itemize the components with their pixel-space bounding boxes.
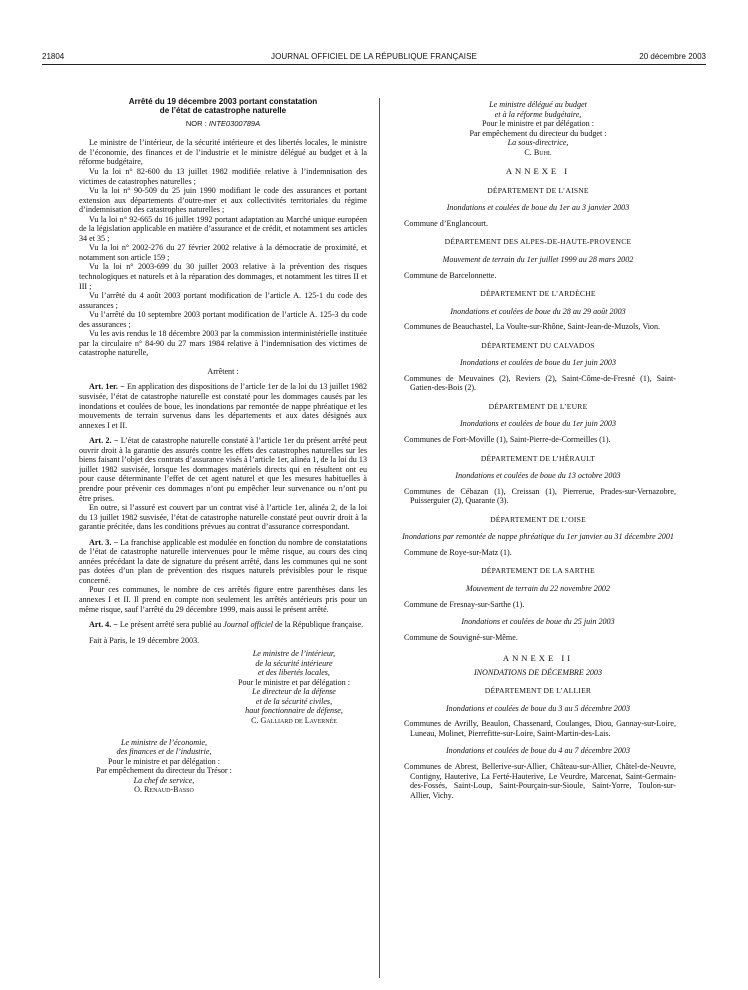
communes-list: Commune d’Englancourt. bbox=[404, 218, 489, 228]
department-heading: DÉPARTEMENT DE L’ALLIER bbox=[484, 686, 592, 696]
article-1-label: Art. 1er. − bbox=[89, 382, 125, 392]
annexe-1-heading: ANNEXE I bbox=[505, 166, 571, 177]
communes-list: Communes de Meuvaines (2), Reviers (2), Saint-Côme-de-Fresné (1), Saint-Gatien-des-Bois (2). bbox=[404, 373, 676, 393]
department-heading: DÉPARTEMENT DE L’HÉRAULT bbox=[480, 453, 596, 463]
page-number: 21804 bbox=[42, 52, 65, 61]
article-1-text: En application des dispositions de l’article 1er de la loi du 13 juillet 1982 susvisée, l’état de catastrophe naturelle est constaté pour les dommages causés par les inondations et coulées de boue, les inondations par remontée de nappe phréatique et les mouvements de terrain survenus dans les départements et aux dates désignés aux annexes I et II. bbox=[79, 382, 367, 430]
event-description: Inondations et coulées de boue du 1er au 3 janvier 2003 bbox=[446, 203, 630, 213]
department-heading: DÉPARTEMENT DE L’AISNE bbox=[487, 185, 589, 195]
signature-budget-minister bbox=[400, 100, 676, 157]
signature-line: Par empêchement du directeur du Trésor : bbox=[96, 766, 232, 776]
nor-value: INTE0300789A bbox=[208, 118, 261, 128]
signature-line: haut fonctionnaire de défense, bbox=[245, 706, 343, 716]
signature-line: Pour le ministre et par délégation : bbox=[108, 756, 220, 766]
header-rule bbox=[42, 64, 706, 65]
visa-item: Vu les avis rendus le 18 décembre 2003 par la commission interministérielle instituée par la circulaire n° 84-90 du 27 mars 1984 relative à l’indemnisation des victimes de catastrophe naturelle, bbox=[79, 329, 367, 358]
nor-label: NOR : bbox=[185, 118, 209, 128]
event-description: Inondations et coulées de boue du 13 octobre 2003 bbox=[455, 471, 621, 481]
signature-line: Pour le ministre et par délégation : bbox=[482, 119, 594, 129]
article-3 bbox=[79, 538, 367, 586]
visa-item: Vu l’arrêté du 4 août 2003 portant modification de l’article A. 125-1 du code des assurances ; bbox=[79, 291, 367, 310]
annexe-2-subtitle: INONDATIONS DE DÉCEMBRE 2003 bbox=[473, 667, 603, 677]
signature-line: et de la sécurité civiles, bbox=[255, 696, 333, 706]
signature-line: Le ministre de l’économie, bbox=[120, 737, 207, 747]
department-heading: DÉPARTEMENT DES ALPES-DE-HAUTE-PROVENCE bbox=[444, 237, 632, 247]
page-header bbox=[42, 52, 706, 64]
article-4-text: Le présent arrêté sera publié au bbox=[117, 620, 224, 630]
signature-line: des finances et de l’industrie, bbox=[116, 747, 212, 757]
journal-officiel-ref: Journal officiel bbox=[223, 620, 273, 630]
signature-interior-minister bbox=[219, 649, 369, 725]
signature-line: de la sécurité intérieure bbox=[255, 658, 333, 668]
department-heading: DÉPARTEMENT DE L’EURE bbox=[488, 401, 588, 411]
article-2-label: Art. 2. − bbox=[89, 436, 119, 446]
annexe-1-list bbox=[400, 186, 676, 642]
left-column bbox=[79, 97, 367, 795]
decree-title bbox=[79, 97, 367, 116]
decree-title-line: de l’état de catastrophe naturelle bbox=[159, 106, 287, 116]
department-heading: DÉPARTEMENT DE LA SARTHE bbox=[481, 566, 595, 576]
communes-list: Commune de Roye-sur-Matz (1). bbox=[404, 547, 512, 557]
event-description: Inondations et coulées de boue du 1er juin 2003 bbox=[459, 419, 616, 429]
article-4-text-end: de la République française. bbox=[272, 620, 364, 630]
event-description: Inondations par remontée de nappe phréatique du 1er janvier au 31 décembre 2001 bbox=[402, 532, 674, 542]
signature-economy-minister bbox=[79, 738, 249, 795]
article-3-paragraph-2: Pour ces communes, le nombre de ces arrêtés figure entre parenthèses dans les annexes I et II. Il prend en compte non seulement les arrêtés antérieurs pris pour un même risque, sauf l’arrêté du 29 décembre 1999, mais aussi le présent arrêté. bbox=[79, 585, 367, 614]
annexe-2-heading: ANNEXE II bbox=[502, 653, 574, 664]
communes-list: Commune de Souvigné-sur-Même. bbox=[404, 632, 518, 642]
annexe-2-list bbox=[400, 686, 676, 800]
event-description: Inondations et coulées de boue du 4 au 7 décembre 2003 bbox=[445, 746, 630, 756]
signature-line: Par empêchement du directeur du budget : bbox=[469, 128, 607, 138]
event-description: Inondations et coulées de boue du 28 au 29 août 2003 bbox=[450, 306, 626, 316]
article-2 bbox=[79, 436, 367, 503]
visa-item: Vu la loi n° 90-509 du 25 juin 1990 modifiant le code des assurances et portant extension aux départements d’outre-mer et aux collectivités territoriales du régime d’indemnisation des catastrophes naturelles ; bbox=[79, 186, 367, 215]
journal-title: JOURNAL OFFICIEL DE LA RÉPUBLIQUE FRANÇAISE bbox=[271, 52, 477, 61]
column-divider bbox=[379, 98, 380, 978]
decree-intro: Le ministre de l’intérieur, de la sécurité intérieure et des libertés locales, le ministre de l’économie, des finances et de l’industrie et le ministre délégué au budget et à la réforme budgétaire, bbox=[79, 138, 367, 167]
communes-list: Communes de Abrest, Bellerive-sur-Allier, Château-sur-Allier, Châtel-de-Neuvre, Contigny, Hauterive, La Ferté-Hauterive, Le Veurdre, Marcenat, Saint-Germain-des-Fossés, Saint-Loup, Saint-Pourçain-sur-Sioule, Saint-Yorre, Toulon-sur-Allier, Vichy. bbox=[404, 761, 676, 800]
article-2-text: L’état de catastrophe naturelle constaté à l’article 1er du présent arrêté peut ouvrir droit à la garantie des assurés contre les effets des catastrophes naturelles sur les biens faisant l’objet des contrats d’assurance visés à l’article 1er, alinéa 1, de la loi du 13 juillet 1982 susvisée, lorsque les dommages matériels directs qui en résultent ont eu pour cause déterminante l’effet de cet agent naturel et que les mesures habituelles à prendre pour prévenir ces dommages n’ont pu empêcher leur survenance ou n’ont pu être prises. bbox=[79, 436, 367, 503]
event-description: Mouvement de terrain du 1er juillet 1999 au 28 mars 2002 bbox=[442, 255, 634, 265]
signature-line: La chef de service, bbox=[133, 775, 195, 785]
event-description: Mouvement de terrain du 22 novembre 2002 bbox=[465, 583, 610, 593]
right-column bbox=[400, 100, 676, 800]
department-heading: DÉPARTEMENT DE L’OISE bbox=[490, 514, 586, 524]
event-description: Inondations et coulées de boue du 3 au 5 décembre 2003 bbox=[445, 703, 630, 713]
issue-date: 20 décembre 2003 bbox=[639, 52, 706, 61]
signature-line: C. Galliard de Lavernée bbox=[251, 715, 337, 725]
signature-line: Pour le ministre et par délégation : bbox=[238, 677, 350, 687]
signature-line: C. Buhl bbox=[524, 147, 552, 157]
signature-line: et à la réforme budgétaire, bbox=[494, 109, 582, 119]
signature-line: et des libertés locales, bbox=[258, 668, 330, 678]
communes-list: Communes de Beauchastel, La Voulte-sur-Rhône, Saint-Jean-de-Muzols, Vion. bbox=[404, 322, 661, 332]
communes-list: Communes de Cébazan (1), Creissan (1), Pierrerue, Prades-sur-Vernazobre, Puisserguier (2), Quarante (3). bbox=[404, 486, 676, 506]
signature-line: O. Renaud-Basso bbox=[134, 785, 194, 795]
nor-reference bbox=[79, 119, 367, 129]
event-description: Inondations et coulées de boue du 25 juin 2003 bbox=[461, 617, 615, 627]
article-2-paragraph-2: En outre, si l’assuré est couvert par un contrat visé à l’article 1er, alinéa 2, de la loi du 13 juillet 1982 susvisée, l’état de catastrophe naturelle constaté peut ouvrir droit à la garantie précitée, dans les conditions prévues au contrat d’assurance correspondant. bbox=[79, 503, 367, 532]
article-3-text: La franchise applicable est modulée en fonction du nombre de constatations de l’état de catastrophe naturelle intervenues pour le même risque, au cours des cinq années précédant la date de signature du présent arrêté, dans les communes qui ne sont pas dotées d’un plan de prévention des risques naturels prévisibles pour le risque concerné. bbox=[79, 537, 367, 585]
signature-line: Le ministre de l’intérieur, bbox=[252, 649, 336, 659]
signature-line: La sous-directrice, bbox=[507, 138, 569, 148]
article-4-label: Art. 4. − bbox=[89, 620, 118, 630]
decree-title-line: Arrêté du 19 décembre 2003 portant constatation bbox=[128, 97, 318, 106]
signature-line: Le ministre délégué au budget bbox=[489, 100, 587, 109]
article-3-label: Art. 3. − bbox=[89, 537, 119, 547]
signing-place-date: Fait à Paris, le 19 décembre 2003. bbox=[89, 635, 200, 645]
department-heading: DÉPARTEMENT DU CALVADOS bbox=[481, 340, 595, 350]
visa-list bbox=[79, 167, 367, 358]
article-1 bbox=[79, 382, 367, 430]
signature-line: Le directeur de la défense bbox=[252, 687, 336, 697]
visa-item: Vu la loi n° 2002-276 du 27 février 2002 relative à la démocratie de proximité, et notamment son article 159 ; bbox=[79, 243, 367, 262]
visa-item: Vu la loi n° 2003-699 du 30 juillet 2003 relative à la prévention des risques technologiques et naturels et à la réparation des dommages, et notamment les titres II et III ; bbox=[79, 262, 367, 291]
communes-list: Commune de Fresnay-sur-Sarthe (1). bbox=[404, 599, 525, 609]
department-heading: DÉPARTEMENT DE L’ARDÈCHE bbox=[480, 289, 596, 299]
communes-list: Communes de Fort-Moville (1), Saint-Pierre-de-Cormeilles (1). bbox=[404, 435, 611, 445]
communes-list: Communes de Avrilly, Beaulon, Chassenard, Coulanges, Diou, Gannay-sur-Loire, Luneau, Molinet, Pierrefitte-sur-Loire, Saint-Martin-des-Lais. bbox=[404, 719, 676, 738]
visa-item: Vu la loi n° 82-600 du 13 juillet 1982 modifiée relative à l’indemnisation des victimes de catastrophes naturelles ; bbox=[79, 167, 367, 186]
visa-item: Vu la loi n° 92-665 du 16 juillet 1992 portant adaptation au Marché unique européen de la législation applicable en matière d’assurance et de crédit, et notamment ses articles 34 et 35 ; bbox=[79, 214, 367, 243]
event-description: Inondations et coulées de boue du 1er juin 2003 bbox=[459, 358, 616, 368]
arretent-heading: Arrêtent : bbox=[207, 366, 239, 376]
visa-item: Vu l’arrêté du 10 septembre 2003 portant modification de l’article A. 125-3 du code des assurances ; bbox=[79, 310, 367, 329]
article-4 bbox=[79, 620, 367, 630]
communes-list: Commune de Barcelonnette. bbox=[404, 270, 497, 280]
